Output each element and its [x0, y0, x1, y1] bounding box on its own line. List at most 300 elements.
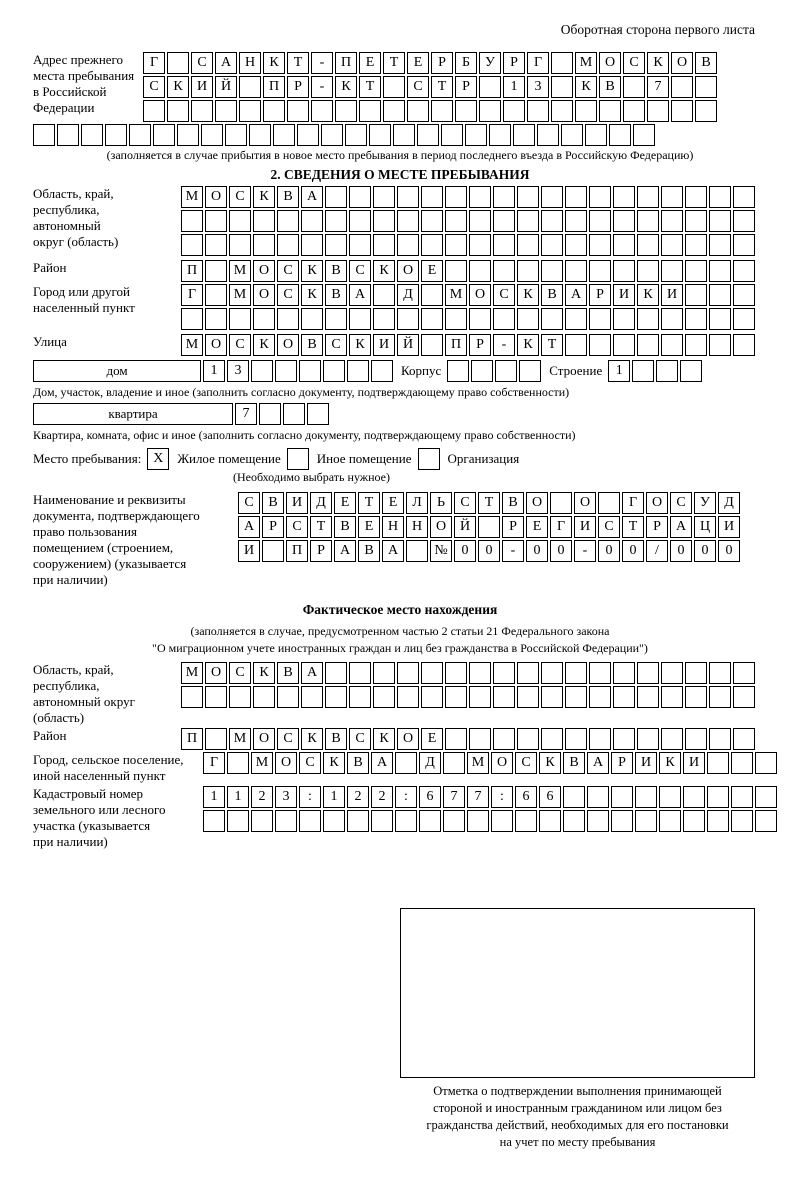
form-cell[interactable]: [550, 492, 572, 514]
form-cell[interactable]: [733, 260, 755, 282]
form-cell[interactable]: [659, 810, 681, 832]
form-cell[interactable]: [709, 284, 731, 306]
form-cell[interactable]: У: [479, 52, 501, 74]
stamp-box[interactable]: [400, 908, 755, 1078]
form-cell[interactable]: 1: [323, 786, 345, 808]
form-cell[interactable]: В: [695, 52, 717, 74]
form-cell[interactable]: [671, 100, 693, 122]
form-cell[interactable]: [325, 186, 347, 208]
form-cell[interactable]: [421, 186, 443, 208]
form-cell[interactable]: [251, 810, 273, 832]
form-cell[interactable]: Й: [397, 334, 419, 356]
form-cell[interactable]: [371, 810, 393, 832]
form-cell[interactable]: [623, 76, 645, 98]
form-cell[interactable]: К: [167, 76, 189, 98]
form-cell[interactable]: М: [251, 752, 273, 774]
form-cell[interactable]: А: [301, 186, 323, 208]
form-cell[interactable]: 1: [203, 786, 225, 808]
form-cell[interactable]: [227, 752, 249, 774]
form-cell[interactable]: О: [397, 728, 419, 750]
form-cell[interactable]: [181, 210, 203, 232]
form-cell[interactable]: [613, 234, 635, 256]
form-cell[interactable]: [301, 686, 323, 708]
form-cell[interactable]: [685, 260, 707, 282]
form-cell[interactable]: В: [325, 284, 347, 306]
form-cell[interactable]: [611, 810, 633, 832]
form-cell[interactable]: [493, 728, 515, 750]
form-cell[interactable]: [565, 210, 587, 232]
form-cell[interactable]: [537, 124, 559, 146]
form-cell[interactable]: [345, 124, 367, 146]
form-cell[interactable]: [253, 686, 275, 708]
form-cell[interactable]: [541, 234, 563, 256]
form-cell[interactable]: В: [277, 186, 299, 208]
form-cell[interactable]: Т: [310, 516, 332, 538]
form-cell[interactable]: [613, 260, 635, 282]
form-cell[interactable]: [587, 810, 609, 832]
form-cell[interactable]: С: [349, 260, 371, 282]
form-cell[interactable]: А: [349, 284, 371, 306]
form-cell[interactable]: [613, 210, 635, 232]
form-cell[interactable]: И: [574, 516, 596, 538]
form-cell[interactable]: 0: [718, 540, 740, 562]
form-cell[interactable]: [297, 124, 319, 146]
form-cell[interactable]: Й: [215, 76, 237, 98]
form-cell[interactable]: [541, 186, 563, 208]
form-cell[interactable]: А: [382, 540, 404, 562]
form-cell[interactable]: [301, 234, 323, 256]
form-cell[interactable]: [589, 260, 611, 282]
form-cell[interactable]: [249, 124, 271, 146]
form-cell[interactable]: К: [335, 76, 357, 98]
form-cell[interactable]: А: [334, 540, 356, 562]
form-cell[interactable]: [683, 786, 705, 808]
form-cell[interactable]: [733, 334, 755, 356]
form-cell[interactable]: [349, 186, 371, 208]
form-cell[interactable]: №: [430, 540, 452, 562]
checkbox-organization[interactable]: [418, 448, 440, 470]
form-cell[interactable]: С: [277, 284, 299, 306]
form-cell[interactable]: 3: [275, 786, 297, 808]
form-cell[interactable]: [755, 786, 777, 808]
form-cell[interactable]: [445, 728, 467, 750]
form-cell[interactable]: О: [397, 260, 419, 282]
form-cell[interactable]: [733, 662, 755, 684]
form-cell[interactable]: [565, 308, 587, 330]
form-cell[interactable]: [541, 308, 563, 330]
form-cell[interactable]: И: [635, 752, 657, 774]
form-cell[interactable]: И: [373, 334, 395, 356]
form-cell[interactable]: Т: [383, 52, 405, 74]
form-cell[interactable]: [733, 728, 755, 750]
form-cell[interactable]: 1: [203, 360, 225, 382]
form-cell[interactable]: 1: [503, 76, 525, 98]
form-cell[interactable]: О: [253, 728, 275, 750]
form-cell[interactable]: [349, 308, 371, 330]
form-cell[interactable]: С: [515, 752, 537, 774]
form-cell[interactable]: [637, 728, 659, 750]
form-cell[interactable]: [383, 76, 405, 98]
form-cell[interactable]: [455, 100, 477, 122]
form-cell[interactable]: [733, 686, 755, 708]
form-cell[interactable]: [469, 662, 491, 684]
form-cell[interactable]: [563, 810, 585, 832]
form-cell[interactable]: П: [445, 334, 467, 356]
form-cell[interactable]: О: [671, 52, 693, 74]
form-cell[interactable]: О: [574, 492, 596, 514]
form-cell[interactable]: [515, 810, 537, 832]
form-cell[interactable]: [469, 728, 491, 750]
form-cell[interactable]: В: [599, 76, 621, 98]
form-cell[interactable]: В: [334, 516, 356, 538]
form-cell[interactable]: [685, 334, 707, 356]
form-cell[interactable]: [731, 786, 753, 808]
form-cell[interactable]: С: [229, 186, 251, 208]
form-cell[interactable]: [755, 752, 777, 774]
form-cell[interactable]: :: [491, 786, 513, 808]
form-cell[interactable]: 0: [622, 540, 644, 562]
form-cell[interactable]: [321, 124, 343, 146]
form-cell[interactable]: [478, 516, 500, 538]
form-cell[interactable]: Е: [358, 516, 380, 538]
form-cell[interactable]: -: [493, 334, 515, 356]
form-cell[interactable]: [637, 260, 659, 282]
form-cell[interactable]: [733, 210, 755, 232]
form-cell[interactable]: Т: [287, 52, 309, 74]
form-cell[interactable]: Е: [382, 492, 404, 514]
form-cell[interactable]: К: [253, 186, 275, 208]
form-cell[interactable]: М: [467, 752, 489, 774]
form-cell[interactable]: [575, 100, 597, 122]
form-cell[interactable]: [205, 728, 227, 750]
form-cell[interactable]: [589, 686, 611, 708]
form-cell[interactable]: [181, 308, 203, 330]
form-cell[interactable]: [661, 260, 683, 282]
form-cell[interactable]: [637, 210, 659, 232]
form-cell[interactable]: И: [718, 516, 740, 538]
form-cell[interactable]: [659, 786, 681, 808]
form-cell[interactable]: Р: [502, 516, 524, 538]
form-cell[interactable]: Е: [421, 260, 443, 282]
form-cell[interactable]: [259, 403, 281, 425]
form-cell[interactable]: 2: [371, 786, 393, 808]
form-cell[interactable]: [421, 284, 443, 306]
form-cell[interactable]: О: [253, 260, 275, 282]
form-cell[interactable]: К: [517, 284, 539, 306]
form-cell[interactable]: Г: [622, 492, 644, 514]
form-cell[interactable]: [307, 403, 329, 425]
form-cell[interactable]: [685, 210, 707, 232]
form-cell[interactable]: [369, 124, 391, 146]
form-cell[interactable]: [493, 210, 515, 232]
form-cell[interactable]: [81, 124, 103, 146]
form-cell[interactable]: К: [323, 752, 345, 774]
form-cell[interactable]: -: [574, 540, 596, 562]
form-cell[interactable]: [299, 360, 321, 382]
form-cell[interactable]: М: [445, 284, 467, 306]
form-cell[interactable]: О: [205, 334, 227, 356]
form-cell[interactable]: [373, 234, 395, 256]
form-cell[interactable]: [731, 810, 753, 832]
form-cell[interactable]: [661, 210, 683, 232]
form-cell[interactable]: [551, 52, 573, 74]
form-cell[interactable]: 0: [598, 540, 620, 562]
form-cell[interactable]: О: [205, 662, 227, 684]
form-cell[interactable]: [695, 76, 717, 98]
form-cell[interactable]: О: [277, 334, 299, 356]
form-cell[interactable]: [709, 210, 731, 232]
form-cell[interactable]: Р: [431, 52, 453, 74]
form-cell[interactable]: [635, 810, 657, 832]
form-cell[interactable]: [613, 686, 635, 708]
form-cell[interactable]: [167, 100, 189, 122]
form-cell[interactable]: [517, 728, 539, 750]
form-cell[interactable]: [421, 234, 443, 256]
form-cell[interactable]: С: [286, 516, 308, 538]
form-cell[interactable]: [680, 360, 702, 382]
form-cell[interactable]: [335, 100, 357, 122]
form-cell[interactable]: 7: [443, 786, 465, 808]
form-cell[interactable]: И: [286, 492, 308, 514]
form-cell[interactable]: [733, 284, 755, 306]
form-cell[interactable]: [517, 186, 539, 208]
form-cell[interactable]: [191, 100, 213, 122]
form-cell[interactable]: Т: [622, 516, 644, 538]
form-cell[interactable]: [589, 186, 611, 208]
form-cell[interactable]: И: [238, 540, 260, 562]
form-cell[interactable]: О: [275, 752, 297, 774]
form-cell[interactable]: [513, 124, 535, 146]
form-cell[interactable]: [406, 540, 428, 562]
form-cell[interactable]: [613, 186, 635, 208]
form-cell[interactable]: В: [358, 540, 380, 562]
form-cell[interactable]: [421, 686, 443, 708]
form-cell[interactable]: Е: [421, 728, 443, 750]
form-cell[interactable]: И: [613, 284, 635, 306]
form-cell[interactable]: [613, 728, 635, 750]
form-cell[interactable]: [275, 360, 297, 382]
form-cell[interactable]: О: [430, 516, 452, 538]
form-cell[interactable]: Е: [359, 52, 381, 74]
form-cell[interactable]: [205, 284, 227, 306]
form-cell[interactable]: [347, 810, 369, 832]
form-cell[interactable]: [323, 810, 345, 832]
form-cell[interactable]: И: [683, 752, 705, 774]
form-cell[interactable]: [445, 686, 467, 708]
form-cell[interactable]: [395, 810, 417, 832]
form-cell[interactable]: Т: [478, 492, 500, 514]
form-cell[interactable]: [143, 100, 165, 122]
form-cell[interactable]: К: [373, 260, 395, 282]
form-cell[interactable]: Т: [431, 76, 453, 98]
form-cell[interactable]: К: [263, 52, 285, 74]
form-cell[interactable]: [277, 210, 299, 232]
form-cell[interactable]: [239, 100, 261, 122]
form-cell[interactable]: [229, 686, 251, 708]
form-cell[interactable]: Т: [359, 76, 381, 98]
form-cell[interactable]: [311, 100, 333, 122]
form-cell[interactable]: А: [670, 516, 692, 538]
form-cell[interactable]: [685, 186, 707, 208]
form-cell[interactable]: [349, 686, 371, 708]
form-cell[interactable]: [661, 308, 683, 330]
form-cell[interactable]: [495, 360, 517, 382]
form-cell[interactable]: [661, 686, 683, 708]
form-cell[interactable]: М: [229, 260, 251, 282]
form-cell[interactable]: [397, 686, 419, 708]
form-cell[interactable]: 0: [694, 540, 716, 562]
form-cell[interactable]: [479, 100, 501, 122]
form-cell[interactable]: М: [229, 284, 251, 306]
form-cell[interactable]: [443, 752, 465, 774]
form-cell[interactable]: С: [349, 728, 371, 750]
form-cell[interactable]: [551, 76, 573, 98]
form-cell[interactable]: -: [311, 52, 333, 74]
form-cell[interactable]: :: [299, 786, 321, 808]
form-cell[interactable]: [383, 100, 405, 122]
form-cell[interactable]: М: [575, 52, 597, 74]
form-cell[interactable]: Г: [550, 516, 572, 538]
form-cell[interactable]: [205, 210, 227, 232]
form-cell[interactable]: Р: [646, 516, 668, 538]
form-cell[interactable]: [733, 234, 755, 256]
form-cell[interactable]: [517, 308, 539, 330]
form-cell[interactable]: [493, 260, 515, 282]
form-cell[interactable]: Г: [527, 52, 549, 74]
form-cell[interactable]: [445, 210, 467, 232]
form-cell[interactable]: [671, 76, 693, 98]
form-cell[interactable]: [633, 124, 655, 146]
form-cell[interactable]: [517, 210, 539, 232]
form-cell[interactable]: [598, 492, 620, 514]
form-cell[interactable]: [589, 662, 611, 684]
form-cell[interactable]: К: [539, 752, 561, 774]
form-cell[interactable]: [359, 100, 381, 122]
form-cell[interactable]: [733, 186, 755, 208]
form-cell[interactable]: П: [263, 76, 285, 98]
form-cell[interactable]: Н: [239, 52, 261, 74]
form-cell[interactable]: Е: [526, 516, 548, 538]
form-cell[interactable]: С: [238, 492, 260, 514]
form-cell[interactable]: 3: [527, 76, 549, 98]
form-cell[interactable]: Д: [718, 492, 740, 514]
form-cell[interactable]: А: [587, 752, 609, 774]
form-cell[interactable]: -: [502, 540, 524, 562]
form-cell[interactable]: [277, 234, 299, 256]
form-cell[interactable]: [153, 124, 175, 146]
form-cell[interactable]: [609, 124, 631, 146]
form-cell[interactable]: [393, 124, 415, 146]
form-cell[interactable]: С: [277, 260, 299, 282]
form-cell[interactable]: [201, 124, 223, 146]
form-cell[interactable]: С: [229, 662, 251, 684]
form-cell[interactable]: [661, 334, 683, 356]
form-cell[interactable]: [632, 360, 654, 382]
form-cell[interactable]: /: [646, 540, 668, 562]
form-cell[interactable]: [539, 810, 561, 832]
form-cell[interactable]: [373, 686, 395, 708]
form-cell[interactable]: [517, 260, 539, 282]
form-cell[interactable]: [685, 234, 707, 256]
form-cell[interactable]: [491, 810, 513, 832]
form-cell[interactable]: [445, 260, 467, 282]
form-cell[interactable]: 1: [227, 786, 249, 808]
form-cell[interactable]: 7: [235, 403, 257, 425]
form-cell[interactable]: [541, 686, 563, 708]
form-cell[interactable]: [445, 186, 467, 208]
form-cell[interactable]: Д: [397, 284, 419, 306]
form-cell[interactable]: О: [469, 284, 491, 306]
form-cell[interactable]: Н: [382, 516, 404, 538]
form-cell[interactable]: [503, 100, 525, 122]
form-cell[interactable]: О: [205, 186, 227, 208]
form-cell[interactable]: [565, 260, 587, 282]
form-cell[interactable]: [325, 308, 347, 330]
form-cell[interactable]: [445, 308, 467, 330]
form-cell[interactable]: [277, 686, 299, 708]
form-cell[interactable]: О: [491, 752, 513, 774]
form-cell[interactable]: С: [670, 492, 692, 514]
form-cell[interactable]: С: [277, 728, 299, 750]
form-cell[interactable]: Р: [262, 516, 284, 538]
form-cell[interactable]: [469, 234, 491, 256]
form-cell[interactable]: [613, 662, 635, 684]
form-cell[interactable]: Г: [143, 52, 165, 74]
form-cell[interactable]: [467, 810, 489, 832]
form-cell[interactable]: [205, 686, 227, 708]
form-cell[interactable]: [177, 124, 199, 146]
form-cell[interactable]: [685, 686, 707, 708]
form-cell[interactable]: [709, 662, 731, 684]
form-cell[interactable]: [349, 210, 371, 232]
form-cell[interactable]: Р: [611, 752, 633, 774]
form-cell[interactable]: [707, 786, 729, 808]
form-cell[interactable]: [373, 308, 395, 330]
form-cell[interactable]: Л: [406, 492, 428, 514]
form-cell[interactable]: Д: [419, 752, 441, 774]
form-cell[interactable]: [229, 308, 251, 330]
form-cell[interactable]: 6: [539, 786, 561, 808]
form-cell[interactable]: О: [526, 492, 548, 514]
form-cell[interactable]: 0: [550, 540, 572, 562]
form-cell[interactable]: [229, 210, 251, 232]
form-cell[interactable]: [325, 234, 347, 256]
form-cell[interactable]: Т: [541, 334, 563, 356]
form-cell[interactable]: [373, 662, 395, 684]
form-cell[interactable]: Р: [287, 76, 309, 98]
form-cell[interactable]: С: [143, 76, 165, 98]
form-cell[interactable]: Р: [310, 540, 332, 562]
form-cell[interactable]: К: [659, 752, 681, 774]
form-cell[interactable]: [685, 308, 707, 330]
form-cell[interactable]: [287, 100, 309, 122]
form-cell[interactable]: 1: [608, 360, 630, 382]
form-cell[interactable]: [683, 810, 705, 832]
form-cell[interactable]: [397, 662, 419, 684]
form-cell[interactable]: А: [215, 52, 237, 74]
form-cell[interactable]: [373, 186, 395, 208]
form-cell[interactable]: [589, 308, 611, 330]
form-cell[interactable]: [707, 752, 729, 774]
form-cell[interactable]: [707, 810, 729, 832]
form-cell[interactable]: Р: [589, 284, 611, 306]
form-cell[interactable]: 0: [454, 540, 476, 562]
form-cell[interactable]: [541, 210, 563, 232]
form-cell[interactable]: [661, 662, 683, 684]
form-cell[interactable]: [373, 284, 395, 306]
form-cell[interactable]: В: [563, 752, 585, 774]
form-cell[interactable]: [733, 308, 755, 330]
